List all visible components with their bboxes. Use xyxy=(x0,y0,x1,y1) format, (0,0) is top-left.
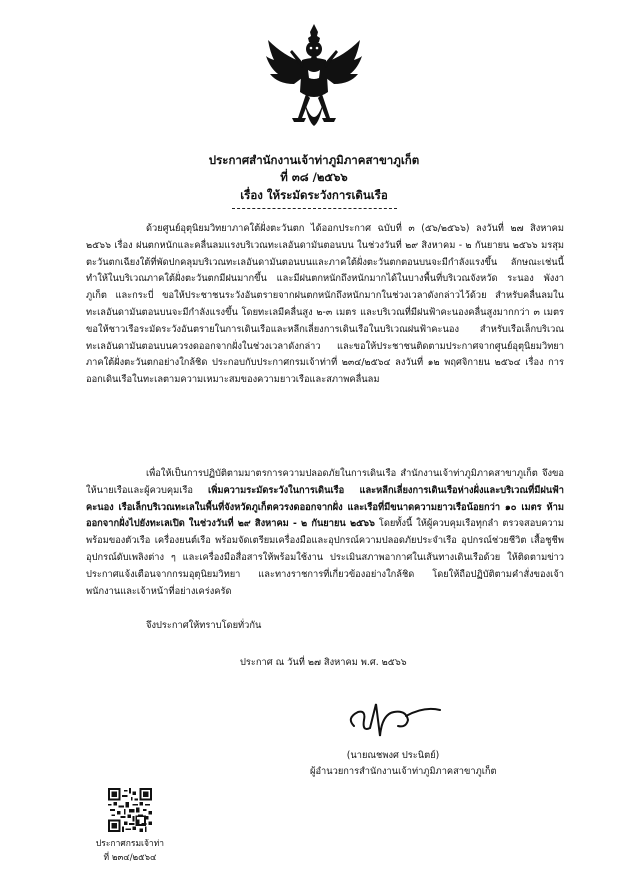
paragraph-2-warning-emphasis: เพิ่มความระมัดระวังในการเดินเรือ และหลีกเลี่ยงการเดินเรือห่างฝั่งและบริเวณที่มีฝนฟ้าคะนอง เรือเล็กบริเวณทะเลในพื้นที่จังหวัดภูเก็ตควรงดออกจากฝั่ง และเรือที่มีขนาดความยาวเรือน้อยกว่า ๑๐ เมตร ห้ามออกจากฝั่งไปยังทะเลเปิด ในช่วงวันที่ ๒๙ สิงหาคม - ๒ กันยายน ๒๕๖๖ xyxy=(86,484,564,530)
signer-name: (นายณชพงศ ประนิตย์) xyxy=(346,750,440,761)
announcement-subject: เรื่อง ให้ระมัดระวังการเดินเรือ xyxy=(240,188,388,202)
announcement-number: ที่ ๓๘ /๒๕๖๖ xyxy=(280,170,348,184)
announcement-date: ประกาศ ณ วันที่ ๒๗ สิงหาคม พ.ศ. ๒๕๖๖ xyxy=(240,657,407,668)
paragraph-2-intro: เพื่อให้เป็นการปฏิบัติตามมาตรการความปลอดภัยในการเดินเรือ สำนักงานเจ้าท่าภูมิภาคสาขาภูเก็ต จึงขอให้นายเรือและผู้ควบคุมเรือ xyxy=(86,468,564,496)
closing-statement: จึงประกาศให้ทราบโดยทั่วกัน xyxy=(146,620,262,631)
header-divider xyxy=(232,208,397,209)
qr-caption-line-2: ที่ ๒๓๔/๒๕๖๔ xyxy=(103,853,157,863)
qr-caption-line-1: ประกาศกรมเจ้าท่า xyxy=(95,839,165,849)
body-paragraph-1: ด้วยศูนย์อุตุนิยมวิทยาภาคใต้ฝั่งตะวันตก ได้ออกประกาศ ฉบับที่ ๓ (๕๖/๒๕๖๖) ลงวันที่ ๒๗ สิงหาคม ๒๕๖๖ เรื่อง ฝนตกหนักและคลื่นลมแรงบริเวณทะเลอันดามันตอนบน ในช่วงวันที่ ๒๙ สิงหาคม - ๒ กันยายน ๒๕๖๖ มรสุมตะวันตกเฉียงใต้ที่พัดปกคลุมบริเวณทะเลอันดามันตอนบนและภาคใต้ฝั่งตะวันตกตอนบนจะมีกำลังแรงขึ้น ลักษณะเช่นนี้ทำให้ในบริเวณภาคใต้ฝั่งตะวันตกมีฝนมากขึ้น และมีฝนตกหนักถึงหนักมากได้ในบางพื้นที่บริเวณจังหวัด ระนอง พังงา ภูเก็ต และกระบี่ ขอให้ประชาชนระวังอันตรายจากฝนตกหนักถึงหนักมากในช่วงเวลาดังกล่าวไว้ด้วย สำหรับคลื่นลมในทะเลอันดามันตอนบนจะมีกำลังแรงขึ้น โดยทะเลมีคลื่นสูง ๒-๓ เมตร และบริเวณที่มีฝนฟ้าคะนองคลื่นสูงมากกว่า ๓ เมตร ขอให้ชาวเรือระมัดระวังอันตรายในการเดินเรือและหลีกเลี่ยงการเดินเรือในบริเวณฝนฟ้าคะนอง สำหรับเรือเล็กบริเวณทะเลอันดามันตอนบนควรงดออกจากฝั่งในช่วงเวลาดังกล่าว และขอให้ประชาชนติดตามประกาศจากศูนย์อุตุนิยมวิทยาภาคใต้ฝั่งตะวันตกอย่างใกล้ชิด ประกอบกับประกาศกรมเจ้าท่าที่ ๒๓๔/๒๕๖๔ ลงวันที่ ๑๒ พฤศจิกายน ๒๕๖๔ เรื่อง การออกเดินเรือในทะเลตามความเหมาะสมของความยาวเรือและสภาพคลื่นลม xyxy=(86,223,564,386)
qr-code-icon[interactable] xyxy=(108,788,152,832)
signature-image xyxy=(336,696,448,740)
signer-title: ผู้อำนวยการสำนักงานเจ้าท่าภูมิภาคสาขาภูเก็ต xyxy=(310,766,497,777)
garuda-emblem-icon xyxy=(264,22,364,138)
paragraph-2-instructions: โดยทั้งนี้ ให้ผู้ควบคุมเรือทุกลำ ตรวจสอบความพร้อมของตัวเรือ เครื่องยนต์เรือ พร้อมจัดเตรียมเครื่องมือและอุปกรณ์ความปลอดภัยประจำเรือ อุปกรณ์ช่วยชีวิต เสื้อชูชีพ อุปกรณ์ดับเพลิงต่าง ๆ และเครื่องมือสื่อสารให้พร้อมใช้งาน ประเมินสภาพอากาศในเส้นทางเดินเรือด้วย ให้ติดตามข่าวประกาศแจ้งเตือนจากกรมอุตุนิยมวิทยา และทางราชการที่เกี่ยวข้องอย่างใกล้ชิด โดยให้ถือปฏิบัติตามคำสั่งของเจ้าพนักงานและเจ้าหน้าที่อย่างเคร่งครัด xyxy=(86,518,565,597)
announcement-title: ประกาศสำนักงานเจ้าท่าภูมิภาคสาขาภูเก็ต xyxy=(208,153,420,167)
body-paragraph-2 xyxy=(86,466,564,600)
